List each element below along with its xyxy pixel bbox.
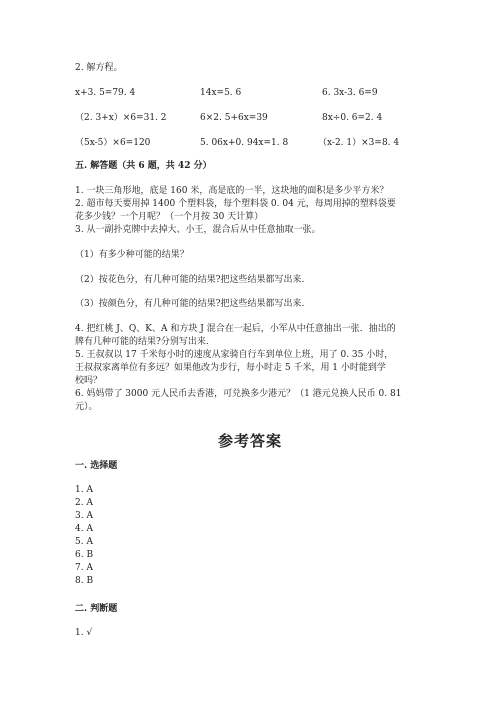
problem-line: （1）有多少种可能的结果？: [75, 250, 189, 260]
answer-item: 1. A: [75, 485, 93, 495]
equation-item: （2. 3+x）×6=31. 2: [75, 113, 167, 123]
equation-item: 5. 06x+0. 94x=1. 8: [200, 138, 289, 148]
problem-line: 校吗？: [75, 376, 103, 386]
problem-line: 王叔叔家离单位有多远？如果他改为步行，每小时走 5 千米，用 1 小时能到学: [75, 363, 386, 373]
problem-line: 2. 超市每天要用掉 1400 个塑料袋，每个塑料袋 0. 04 元，每周用掉的塑料袋要: [75, 199, 396, 209]
answer-item: 6. B: [75, 550, 94, 560]
equation-item: 14x=5. 6: [200, 88, 242, 98]
problem-line: 花多少钱？一个月呢？（一个月按 30 天计算）: [75, 212, 264, 222]
answer-item: 1. √: [75, 628, 93, 638]
equation-item: （5x-5）×6=120: [75, 138, 151, 148]
answer-item: 7. A: [75, 563, 93, 573]
section-heading: 一. 选择题: [75, 461, 118, 471]
equation-item: x+3. 5=79. 4: [75, 88, 136, 98]
answer-item: 5. A: [75, 537, 93, 547]
problem-line: 5. 王叔叔以 17 千米每小时的速度从家骑自行车到单位上班，用了 0. 35 小时，: [75, 350, 394, 360]
problem-line: 1. 一块三角形地，底是 160 米，高是底的一半，这块地的面积是多少平方米？: [75, 186, 389, 196]
section-heading: 二. 判断题: [75, 604, 118, 614]
problem-line: 3. 从一副扑克牌中去掉大、小王，混合后从中任意抽取一张。: [75, 225, 321, 235]
answer-item: 8. B: [75, 576, 94, 586]
equation-item: 8x÷0. 6=2. 4: [322, 113, 383, 123]
equation-item: 6×2. 5+6x=39: [200, 113, 268, 123]
answer-item: 2. A: [75, 498, 93, 508]
problem-line: （2）按花色分，有几种可能的结果?把这些结果都写出来.: [75, 275, 305, 285]
answer-item: 3. A: [75, 511, 93, 521]
problem-line: 牌有几种可能的结果?分别写出来.: [75, 337, 209, 347]
equation-item: 6. 3x-3. 6=9: [322, 88, 378, 98]
equation-item: （x-2. 1）×3=8. 4: [318, 138, 400, 148]
answer-item: 4. A: [75, 524, 93, 534]
section-heading: 五. 解答题（共 6 题，共 42 分）: [75, 161, 212, 171]
answers-title: 参考答案: [217, 432, 282, 450]
problem-line: 元）。: [75, 402, 98, 412]
problem-line: 4. 把红桃 J、Q、K、A 和方块 J 混合在一起后，小军从中任意抽出一张．抽出的: [75, 324, 396, 334]
problem-line: 6. 妈妈带了 3000 元人民币去香港，可兑换多少港元？（1 港元兑换人民币 0. 81: [75, 389, 402, 399]
equations-heading: 2. 解方程。: [75, 63, 123, 73]
problem-line: （3）按颜色分，有几种可能的结果?把这些结果都写出来.: [75, 299, 305, 309]
